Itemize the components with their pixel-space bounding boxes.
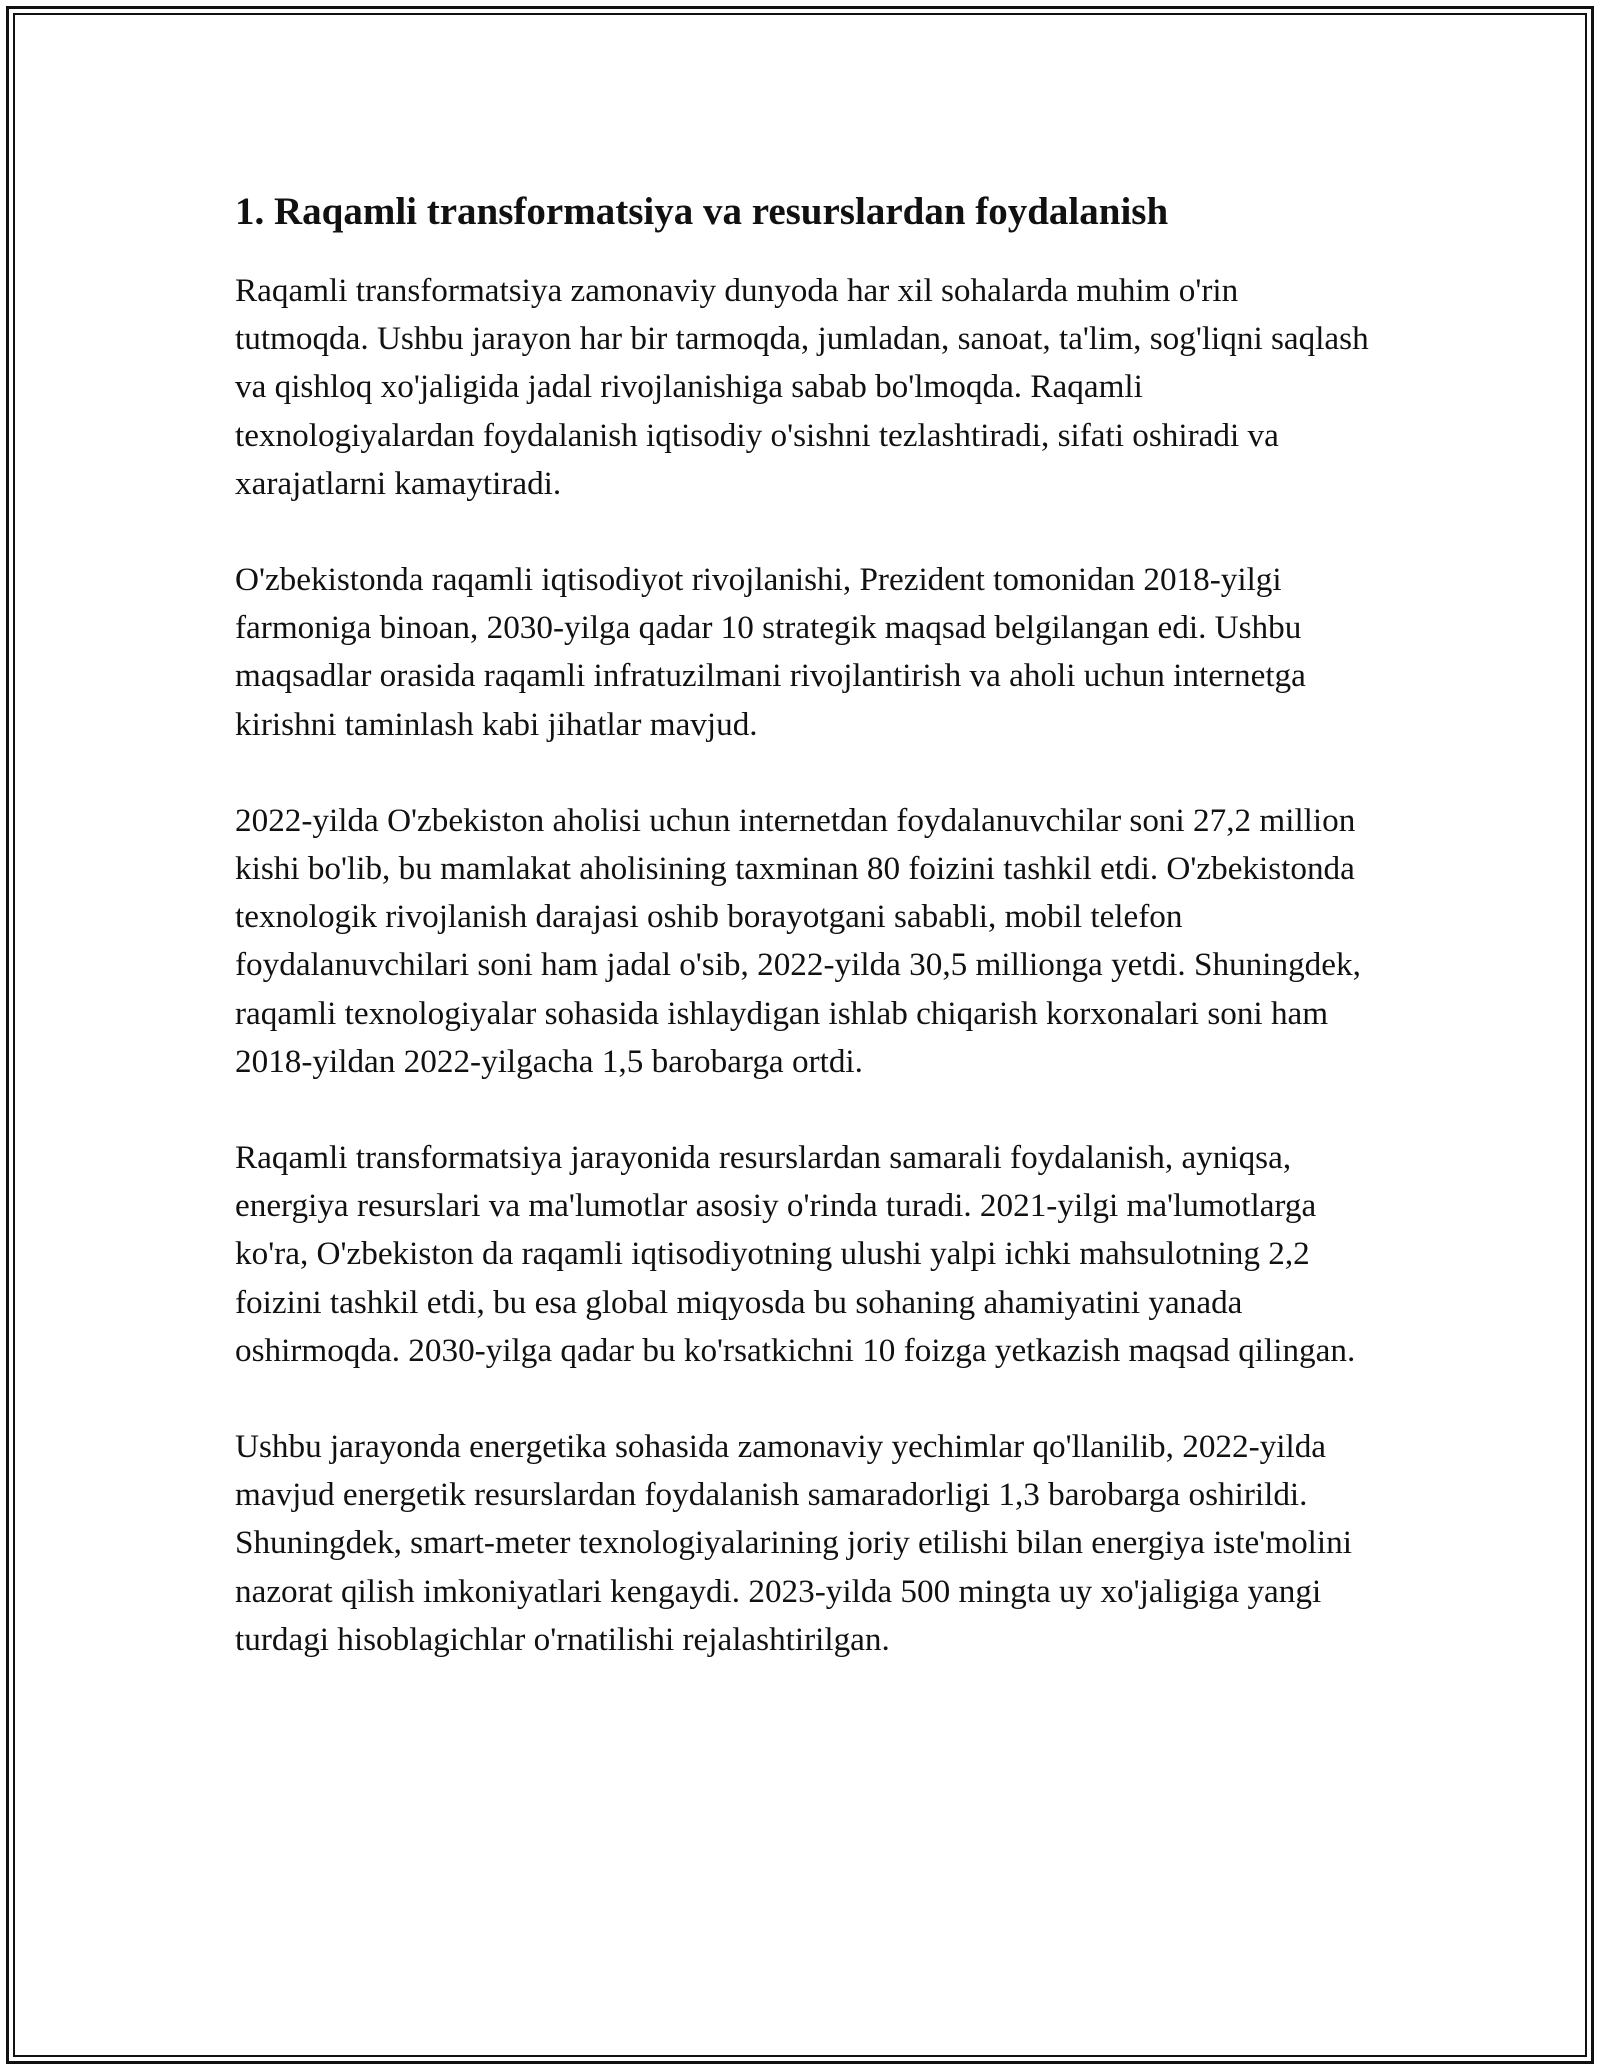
paragraph-2: O'zbekistonda raqamli iqtisodiyot rivojlanishi, Prezident tomonidan 2018-yilgi farmoniga binoan, 2030-yilga qadar 10 strategik maqsad belgilangan edi. Ushbu maqsadlar orasida raqamli infratuzilmani rivojlantirish va aholi uchun internetga kirishni taminlash kabi jihatlar mavjud. <box>235 561 1306 743</box>
paragraph-4: Raqamli transformatsiya jarayonida resurslardan samarali foydalanish, ayniqsa, energiya resurslari va ma'lumotlar asosiy o'rinda turadi. 2021-yilgi ma'lumotlarga ko'ra, O'zbekiston da raqamli iqtisodiyotning ulushi yalpi ichki mahsulotning 2,2 foizini tashkil etdi, bu esa global miqyosda bu sohaning ahamiyatini yanada oshirmoqda. 2030-yilga qadar bu ko'rsatkichni 10 foizga yetkazish maqsad qilingan. <box>235 1139 1356 1369</box>
paragraph-1: Raqamli transformatsiya zamonaviy dunyoda har xil sohalarda muhim o'rin tutmoqda. Ushbu jarayon har bir tarmoqda, jumladan, sanoat, ta'lim, sog'liqni saqlash va qishloq xo'jaligida jadal rivojlanishiga sabab bo'lmoqda. Raqamli texnologiyalardan foydalanish iqtisodiy o'sishni tezlashtiradi, sifati oshiradi va xarajatlarni kamaytiradi. <box>235 272 1369 502</box>
paragraph-5: Ushbu jarayonda energetika sohasida zamonaviy yechimlar qo'llanilib, 2022-yilda mavjud energetik resurslardan foydalanish samaradorligi 1,3 barobarga oshirildi. Shuningdek, smart-meter texnologiyalarining joriy etilishi bilan energiya iste'molini nazorat qilish imkoniyatlari kengaydi. 2023-yilda 500 mingta uy xo'jaligiga yangi turdagi hisoblagichlar o'rnatilishi rejalashtirilgan. <box>235 1428 1352 1658</box>
document-body <box>235 187 1375 1712</box>
section-heading: 1. Raqamli transformatsiya va resurslardan foydalanish <box>235 190 1169 233</box>
paragraph-3: 2022-yilda O'zbekiston aholisi uchun internetdan foydalanuvchilar soni 27,2 million kishi bo'lib, bu mamlakat aholisining taxminan 80 foizini tashkil etdi. O'zbekistonda texnologik rivojlanish darajasi oshib borayotgani sababli, mobil telefon foydalanuvchilari soni ham jadal o'sib, 2022-yilda 30,5 millionga yetdi. Shuningdek, raqamli texnologiyalar sohasida ishlaydigan ishlab chiqarish korxonalari soni ham 2018-yildan 2022-yilgacha 1,5 barobarga ortdi. <box>235 801 1361 1080</box>
